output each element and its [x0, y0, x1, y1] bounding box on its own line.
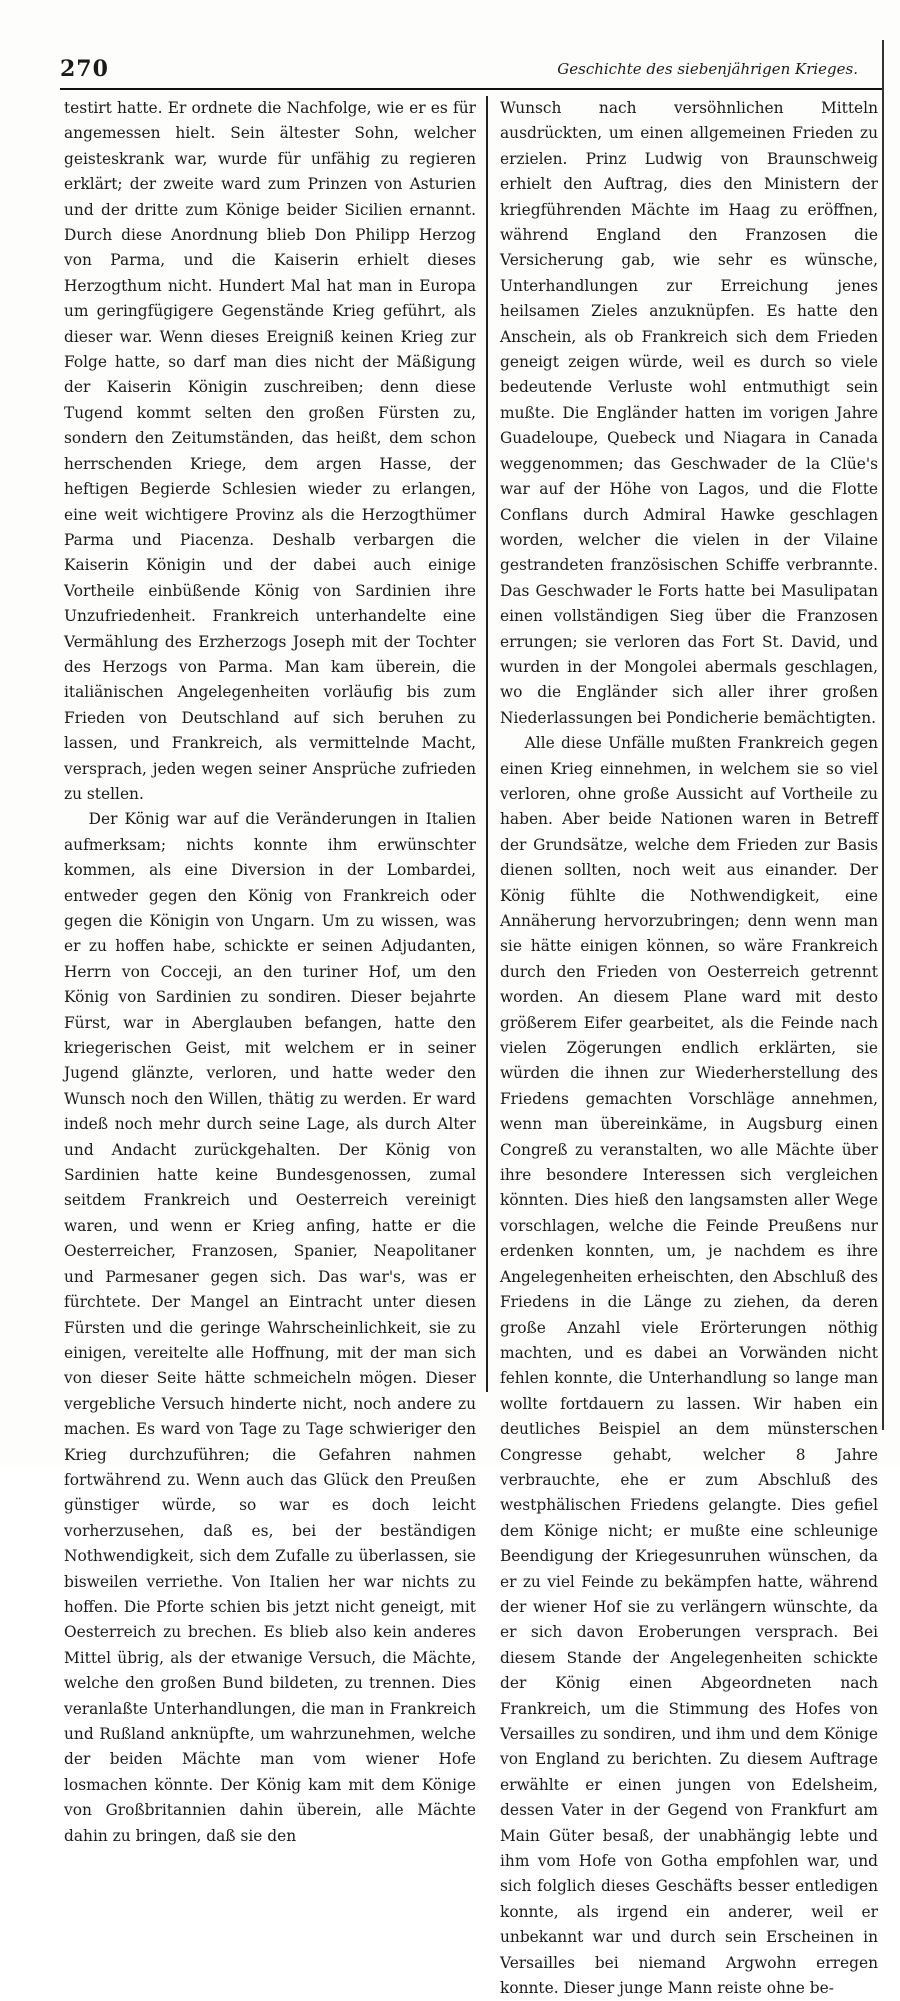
paragraph: testirt hatte. Er ordnete die Nachfolge, wie er es für angemessen hielt. Sein ältester Sohn, welcher geisteskrank war, wurde für unfähig zu regieren erklärt; der zweite ward zum Prinzen von Asturien und der dritte zum Könige beider Sicilien ernannt. Durch diese Anordnung blieb Don Philipp Herzog von Parma, und die Kaiserin erhielt dieses Herzogthum nicht. Hundert Mal hat man in Europa um geringfügigere Gegenstände Krieg geführt, als dieser war. Wenn dieses Ereigniß keinen Krieg zur Folge hatte, so darf man dies nicht der Mäßigung der Kaiserin Königin zuschreiben; denn diese Tugend kommt selten den großen Fürsten zu, sondern den Zeitumständen, das heißt, dem schon herrschenden Kriege, dem argen Hasse, der heftigen Begierde Schlesien wieder zu erlangen, eine weit wichtigere Provinz als die Herzogthümer Parma und Piacenza. Deshalb verbargen die Kaiserin Königin und der dabei auch einige Vortheile einbüßende König von Sardinien ihre Unzufriedenheit. Frankreich unterhandelte eine Vermählung des Erzherzogs Joseph mit der Tochter des Herzogs von Parma. Man kam überein, die italiänischen Angelegenheiten vorläufig bis zum Frieden von Deutschland auf sich beruhen zu lassen, und Frankreich, als vermittelnde Macht, versprach, jeden wegen seiner Ansprüche zufrieden zu stellen. [64, 99, 476, 803]
column-divider [486, 96, 488, 1392]
paragraph: Wunsch nach versöhnlichen Mitteln ausdrückten, um einen allgemeinen Frieden zu erzielen. Prinz Ludwig von Braunschweig erhielt den Auftrag, dies den Ministern der kriegführenden Mächte im Haag zu eröffnen, während England den Franzosen die Versicherung gab, wie sehr es wünsche, Unterhandlungen zur Erreichung jenes heilsamen Zieles anzuknüpfen. Es hatte den Anschein, als ob Frankreich sich dem Frieden geneigt zeigen würde, weil es durch so viele bedeutende Verluste wohl entmuthigt sein mußte. Die Engländer hatten im vorigen Jahre Guadeloupe, Quebeck und Niagara in Canada weggenommen; das Geschwader de la Clüe's war auf der Höhe von Lagos, und die Flotte Conflans durch Admiral Hawke geschlagen worden, welcher die vielen in der Vilaine gestrandeten französischen Schiffe verbrannte. Das Geschwader le Forts hatte bei Masulipatan einen vollständigen Sieg über die Franzosen errungen; sie verloren das Fort St. David, und wurden in der Mongolei abermals geschlagen, wo die Engländer sich aller ihrer großen Niederlassungen bei Pondicherie bemächtigten. [500, 99, 878, 727]
header-rule [60, 88, 882, 90]
right-column [500, 96, 878, 1998]
running-title: Geschichte des siebenjährigen Krieges. [557, 60, 858, 78]
paragraph: Der König war auf die Veränderungen in Italien aufmerksam; nichts konnte ihm erwünschter kommen, als eine Diversion in der Lombardei, entweder gegen den König von Frankreich oder gegen die Königin von Ungarn. Um zu wissen, was er zu hoffen habe, schickte er seinen Adjudanten, Herrn von Cocceji, an den turiner Hof, um den König von Sardinien zu sondiren. Dieser bejahrte Fürst, war in Aberglauben befangen, hatte den kriegerischen Geist, mit welchem er in seiner Jugend glänzte, verloren, und hatte weder den Wunsch noch den Willen, thätig zu werden. Er ward indeß noch mehr durch seine Lage, als durch Alter und Andacht zurückgehalten. Der König von Sardinien hatte keine Bundesgenossen, zumal seitdem Frankreich und Oesterreich vereinigt waren, und wenn er Krieg anfing, hatte er die Oesterreicher, Franzosen, Spanier, Neapolitaner und Parmesaner gegen sich. Das war's, was er fürchtete. Der Mangel an Eintracht unter diesen Fürsten und die geringe Wahrscheinlichkeit, sie zu einigen, vereitelte alle Hoffnung, mit der man sich von dieser Seite hätte schmeicheln mögen. Dieser vergebliche Versuch hinderte nicht, noch andere zu machen. Es ward von Tage zu Tage schwieriger den Krieg durchzuführen; die Gefahren nahmen fortwährend zu. Wenn auch das Glück den Preußen günstiger würde, so war es doch leicht vorherzusehen, daß es, bei der beständigen Nothwendigkeit, sich dem Zufalle zu überlassen, sie bisweilen verriethe. Von Italien her war nichts zu hoffen. Die Pforte schien bis jetzt nicht geneigt, mit Oesterreich zu brechen. Es blieb also kein anderes Mittel übrig, als der etwanige Versuch, die Mächte, welche den großen Bund bildeten, zu trennen. Dies veranlaßte Unterhandlungen, die man in Frankreich und Rußland anknüpfte, um wahrzunehmen, welche der beiden Mächte man vom wiener Hofe losmachen könnte. Der König kam mit dem Könige von Großbritannien dahin überein, alle Mächte dahin zu bringen, daß sie den [64, 810, 476, 1845]
left-column [64, 96, 476, 1845]
paragraph: Alle diese Unfälle mußten Frankreich gegen einen Krieg einnehmen, in welchem sie so viel verloren, ohne große Aussicht auf Vortheile zu haben. Aber beide Nationen waren in Betreff der Grundsätze, welche dem Frieden zur Basis dienen sollten, noch weit aus einander. Der König fühlte die Nothwendigkeit, eine Annäherung hervorzubringen; denn wenn man sie hätte einigen können, so wäre Frankreich durch den Frieden von Oesterreich getrennt worden. An diesem Plane ward mit desto größerem Eifer gearbeitet, als die Feinde nach vielen Zögerungen endlich erklärten, sie würden die ihnen zur Wiederherstellung des Friedens gemachten Vorschläge annehmen, wenn man übereinkäme, in Augsburg einen Congreß zu veranstalten, wo alle Mächte über ihre besondere Interessen sich vergleichen könnten. Dies hieß den langsamsten aller Wege vorschlagen, welche die Feinde Preußens nur erdenken konnten, um, je nachdem es ihre Angelegenheiten erheischten, den Abschluß des Friedens in die Länge zu ziehen, da deren große Anzahl viele Erörterungen nöthig machten, und es dabei an Vorwänden nicht fehlen konnte, die Unterhandlung so lange man wollte fortdauern zu lassen. Wir haben ein deutliches Beispiel an dem münsterschen Congresse gehabt, welcher 8 Jahre verbrauchte, ehe er zum Abschluß des westphälischen Friedens gelangte. Dies gefiel dem Könige nicht; er mußte eine schleunige Beendigung der Kriegesunruhen wünschen, da er zu viel Feinde zu bekämpfen hatte, während der wiener Hof sie zu verlängern wünschte, da er sich davon Eroberungen versprach. Bei diesem Stande der Angelegenheiten schickte der König einen Abgeordneten nach Frankreich, um die Stimmung des Hofes von Versailles zu sondiren, und ihm und dem Könige von England zu berichten. Zu diesem Auftrage erwählte er einen jungen von Edelsheim, dessen Vater in der Gegend von Frankfurt am Main Güter besaß, der unabhängig lebte und ihm vom Hofe von Gotha empfohlen war, und sich folglich dieses Geschäfts besser entledigen konnte, als irgend ein anderer, weil er unbekannt war und durch sein Erscheinen in Versailles bei niemand Argwohn erregen konnte. Dieser junge Mann reiste ohne be- [500, 734, 878, 1998]
page-number: 270 [60, 56, 109, 82]
page-edge-rule [882, 40, 884, 1430]
page-header [60, 52, 882, 86]
